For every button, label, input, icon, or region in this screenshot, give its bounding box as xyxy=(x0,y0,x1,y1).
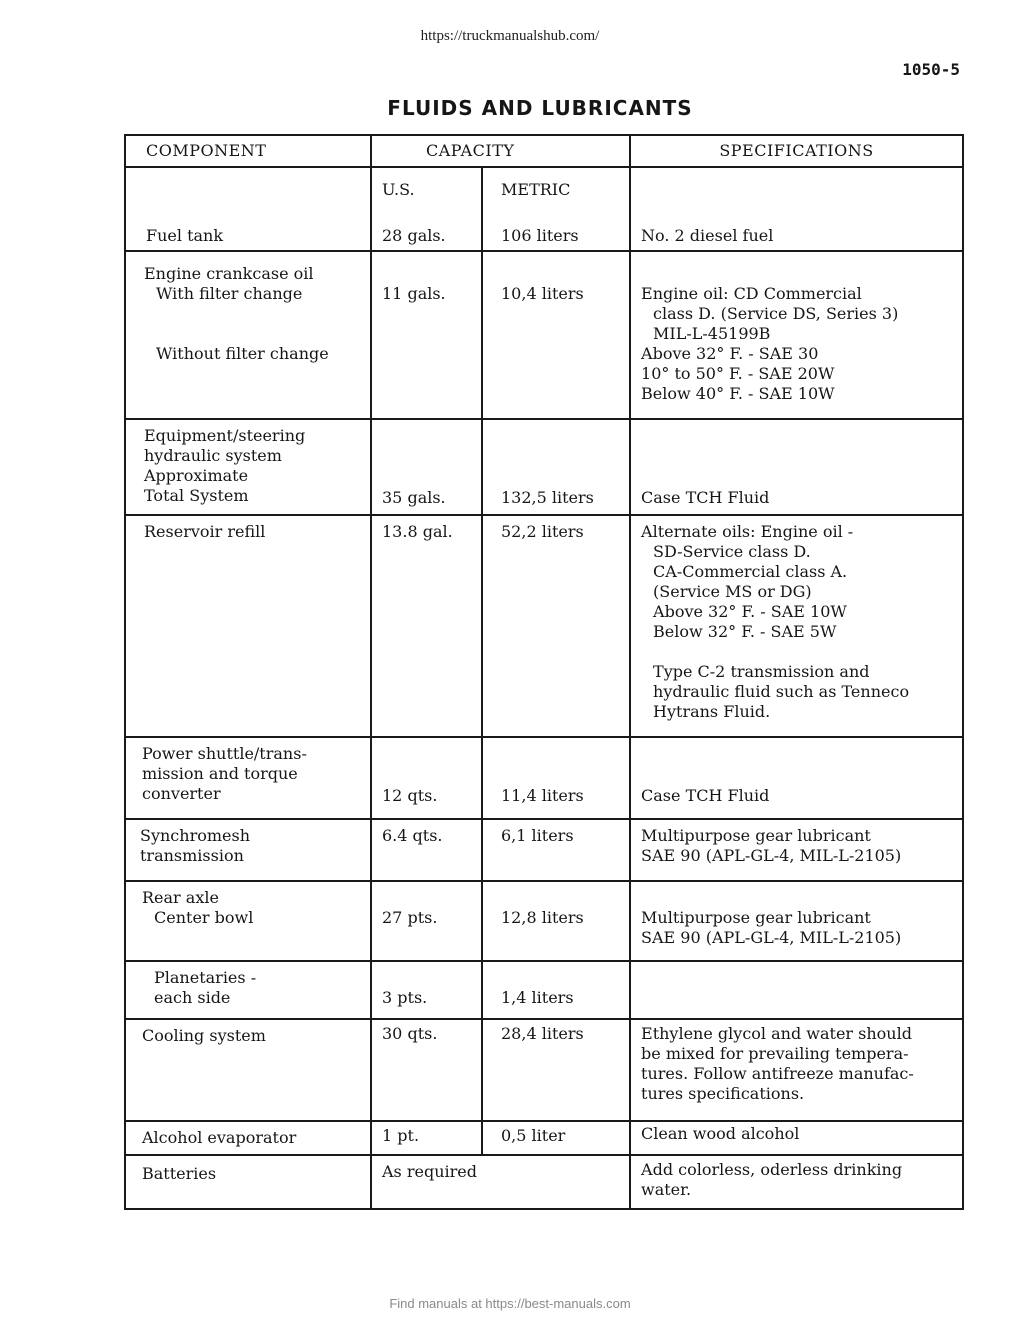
component-planetaries-line: Planetaries - xyxy=(154,968,257,987)
spec-line: SAE 90 (APL-GL-4, MIL-L-2105) xyxy=(641,846,902,865)
subheader-metric: METRIC xyxy=(501,180,571,199)
table-row xyxy=(125,819,963,881)
component-planetaries-line: each side xyxy=(154,988,231,1007)
table-row xyxy=(125,1155,963,1209)
spec-line: CA-Commercial class A. xyxy=(653,562,848,581)
source-url: https://truckmanualshub.com/ xyxy=(420,28,600,44)
metric-alcohol: 0,5 liter xyxy=(482,1121,630,1155)
spec-reservoir xyxy=(630,515,963,737)
us-planetaries: 3 pts. xyxy=(371,961,482,1019)
component-engine: Engine crankcase oil xyxy=(144,264,314,283)
metric-power-shuttle: 11,4 liters xyxy=(501,786,584,805)
spec-batteries xyxy=(630,1155,963,1209)
us-rear-axle: 27 pts. xyxy=(371,881,482,961)
spec-line: Multipurpose gear lubricant xyxy=(641,826,871,845)
us-cooling: 30 qts. xyxy=(371,1019,482,1121)
component-equipment-line: Equipment/steering xyxy=(144,426,306,445)
spec-line: 10° to 50° F. - SAE 20W xyxy=(641,364,835,383)
spec-alcohol: Clean wood alcohol xyxy=(630,1121,963,1155)
component-cooling: Cooling system xyxy=(125,1019,371,1121)
spec-equipment: Case TCH Fluid xyxy=(641,488,770,507)
page-number: 1050-5 xyxy=(902,60,960,79)
spec-line: tures specifications. xyxy=(641,1084,805,1103)
spec-line: MIL-L-45199B xyxy=(653,324,771,343)
spec-line: water. xyxy=(641,1180,692,1199)
spec-power-shuttle: Case TCH Fluid xyxy=(641,786,770,805)
subheader-us: U.S. xyxy=(382,180,415,199)
spec-line: Hytrans Fluid. xyxy=(653,702,771,721)
component-batteries: Batteries xyxy=(125,1155,371,1209)
fluids-table xyxy=(124,134,964,1210)
spec-line: Below 32° F. - SAE 5W xyxy=(653,622,837,641)
metric-reservoir: 52,2 liters xyxy=(482,515,630,737)
header-capacity: CAPACITY xyxy=(371,135,630,167)
spec-line: tures. Follow antifreeze manufac- xyxy=(641,1064,914,1083)
table-row xyxy=(125,515,963,737)
component-power-shuttle-line: mission and torque xyxy=(142,764,298,783)
metric-fuel-tank: 106 liters xyxy=(501,226,579,245)
spec-line: Above 32° F. - SAE 10W xyxy=(653,602,847,621)
component-reservoir: Reservoir refill xyxy=(125,515,371,737)
footer-link-text: Find manuals at https://best-manuals.com xyxy=(389,1296,631,1311)
us-alcohol: 1 pt. xyxy=(371,1121,482,1155)
component-equipment-line: Approximate xyxy=(144,466,249,485)
component-power-shuttle-line: converter xyxy=(142,784,221,803)
component-synchromesh-line: Synchromesh xyxy=(140,826,251,845)
metric-rear-axle: 12,8 liters xyxy=(482,881,630,961)
spec-planetaries xyxy=(630,961,963,1019)
us-engine: 11 gals. xyxy=(371,251,482,419)
spec-line: SD-Service class D. xyxy=(653,542,811,561)
component-engine-with-filter: With filter change xyxy=(156,284,303,303)
component-engine-without-filter: Without filter change xyxy=(156,344,329,363)
metric-cooling: 28,4 liters xyxy=(482,1019,630,1121)
spec-engine xyxy=(630,251,963,419)
component-alcohol: Alcohol evaporator xyxy=(125,1121,371,1155)
spec-line: Above 32° F. - SAE 30 xyxy=(641,344,819,363)
table-row xyxy=(125,737,963,819)
us-equipment: 35 gals. xyxy=(382,488,446,507)
table-row xyxy=(125,167,963,251)
spec-line: Below 40° F. - SAE 10W xyxy=(641,384,835,403)
page-title: FLUIDS AND LUBRICANTS xyxy=(387,96,693,120)
table-row xyxy=(125,251,963,419)
us-reservoir: 13.8 gal. xyxy=(371,515,482,737)
us-synchromesh: 6.4 qts. xyxy=(371,819,482,881)
component-fuel-tank: Fuel tank xyxy=(146,226,224,245)
spec-line: Add colorless, oderless drinking xyxy=(641,1160,903,1179)
metric-equipment: 132,5 liters xyxy=(501,488,594,507)
table-row xyxy=(125,881,963,961)
component-equipment-line: hydraulic system xyxy=(144,446,282,465)
spec-line: Alternate oils: Engine oil - xyxy=(641,522,854,541)
spec-line: Type C-2 transmission and xyxy=(653,662,870,681)
spec-line: Multipurpose gear lubricant xyxy=(641,908,871,927)
spec-line: class D. (Service DS, Series 3) xyxy=(653,304,899,323)
spec-synchromesh xyxy=(630,819,963,881)
spec-line: (Service MS or DG) xyxy=(653,582,812,601)
component-rear-axle: Rear axle xyxy=(142,888,219,907)
component-synchromesh-line: transmission xyxy=(140,846,244,865)
component-rear-axle-center-bowl: Center bowl xyxy=(154,908,254,927)
us-power-shuttle: 12 qts. xyxy=(382,786,438,805)
spec-line: be mixed for prevailing tempera- xyxy=(641,1044,909,1063)
spec-line: SAE 90 (APL-GL-4, MIL-L-2105) xyxy=(641,928,902,947)
us-fuel-tank: 28 gals. xyxy=(382,226,446,245)
table-row xyxy=(125,1121,963,1155)
spec-line: Engine oil: CD Commercial xyxy=(641,284,862,303)
component-power-shuttle-line: Power shuttle/trans- xyxy=(142,744,307,763)
table-header-row xyxy=(125,135,963,167)
metric-synchromesh: 6,1 liters xyxy=(482,819,630,881)
header-specifications: SPECIFICATIONS xyxy=(630,135,963,167)
spec-fuel-tank: No. 2 diesel fuel xyxy=(641,226,774,245)
component-equipment-line: Total System xyxy=(144,486,249,505)
table-row xyxy=(125,1019,963,1121)
spec-rear-axle xyxy=(630,881,963,961)
spec-cooling xyxy=(630,1019,963,1121)
capacity-batteries: As required xyxy=(371,1155,630,1209)
header-component: COMPONENT xyxy=(125,135,371,167)
metric-planetaries: 1,4 liters xyxy=(482,961,630,1019)
table-row xyxy=(125,419,963,515)
metric-engine: 10,4 liters xyxy=(482,251,630,419)
spec-line: hydraulic fluid such as Tenneco xyxy=(653,682,910,701)
spec-line: Ethylene glycol and water should xyxy=(641,1024,912,1043)
table-row xyxy=(125,961,963,1019)
